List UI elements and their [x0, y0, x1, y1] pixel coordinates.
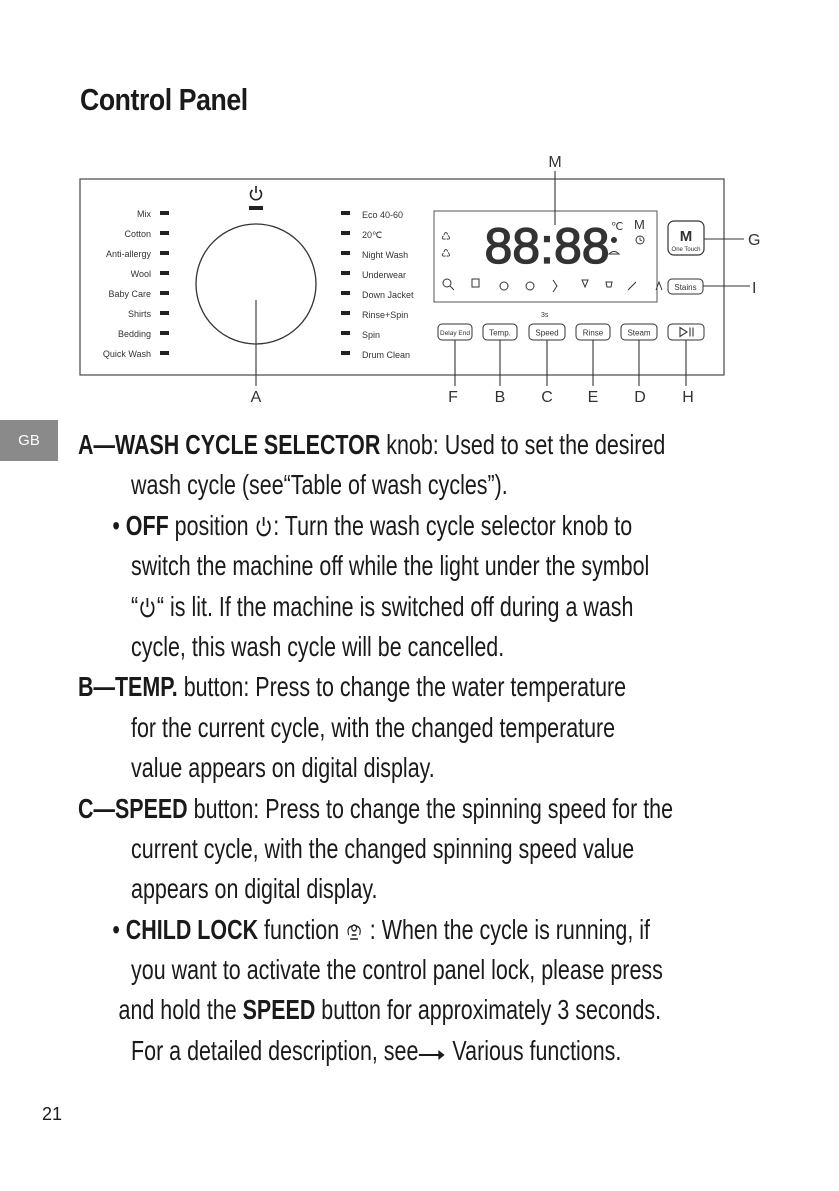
off-text-cont: : Turn the wash cycle selector knob to — [273, 509, 633, 541]
quote-open: “ — [131, 590, 139, 622]
program-indicator-left — [160, 311, 169, 315]
lock-indicator-icon: ♺ — [441, 248, 451, 260]
program-label-right: Drum Clean — [362, 350, 411, 360]
section-b-letter: B— — [78, 671, 115, 703]
section-c-text: button: Press to change the spinning speed for the — [187, 792, 674, 824]
section-a-name: WASH CYCLE SELECTOR — [114, 429, 381, 460]
program-label-left: Wool — [130, 269, 151, 279]
section-b-text: button: Press to change the water temperature — [177, 671, 627, 703]
child-lock-text-4a: For a detailed description, see — [131, 1034, 419, 1066]
child-lock-line-1: • CHILD LOCK function : When the cycle is running, if — [112, 913, 650, 945]
off-name: OFF — [125, 509, 169, 541]
program-indicator-left — [160, 231, 169, 235]
child-lock-name: CHILD LOCK — [125, 913, 259, 945]
program-indicator-right — [341, 311, 350, 315]
rinse-button-label: Rinse — [582, 328, 604, 338]
callout-i: I — [752, 280, 757, 297]
temp-unit-label: ℃ — [611, 221, 624, 233]
off-text: position — [168, 509, 255, 541]
temp-button-label: Temp. — [489, 328, 511, 338]
section-c-name: SPEED — [114, 792, 188, 824]
spin-icon — [526, 282, 534, 290]
control-panel-diagram — [0, 0, 839, 420]
callout-h: H — [682, 389, 694, 406]
program-label-left: Baby Care — [108, 289, 151, 299]
child-lock-text-3a: and hold the — [118, 994, 243, 1026]
program-indicator-right — [341, 351, 350, 355]
section-c-line-1 — [78, 789, 749, 829]
extra-rinse-icon — [628, 282, 636, 290]
power-icon — [255, 515, 274, 539]
section-a-text: knob: Used to set the desired — [380, 429, 666, 460]
program-label-left: Bedding — [117, 329, 151, 339]
section-c-line-3: appears on digital display. — [131, 873, 378, 905]
off-line-2: switch the machine off while the light under the symbol — [131, 550, 650, 582]
heat-icon — [553, 280, 557, 292]
program-indicator-left — [160, 291, 169, 295]
callout-b: B — [494, 389, 506, 406]
section-b-line-1 — [78, 667, 749, 707]
off-line-4: cycle, this wash cycle will be cancelled. — [131, 630, 505, 662]
child-lock-indicator-icon: ♺ — [441, 231, 451, 243]
callout-c: C — [541, 389, 553, 406]
program-label-right: Rinse+Spin — [362, 310, 409, 320]
page-title: Control Panel — [80, 82, 248, 117]
program-indicator-right — [341, 291, 350, 295]
program-indicator-left — [160, 251, 169, 255]
program-indicator-left — [160, 211, 169, 215]
power-indicator-light — [249, 206, 263, 210]
program-label-left: Anti-allergy — [105, 249, 151, 259]
delay-end-label: Delay End — [440, 330, 470, 337]
stains-button-label: Stains — [674, 283, 697, 292]
callout-e: E — [587, 389, 599, 406]
callout-a: A — [250, 389, 262, 406]
arrow-right-icon — [418, 1046, 446, 1064]
m-memory-icon: M — [634, 217, 645, 232]
program-indicator-left — [160, 271, 169, 275]
rinse-icon — [500, 282, 508, 290]
section-b-name: TEMP. — [114, 671, 178, 703]
program-label-right: Spin — [362, 330, 381, 340]
child-lock-line-4 — [78, 1031, 749, 1071]
section-a-line-1 — [78, 425, 749, 465]
right-program-list — [341, 210, 414, 360]
callout-f: F — [448, 389, 458, 406]
program-indicator-right — [341, 251, 350, 255]
child-lock-line-3 — [78, 990, 749, 1030]
steam-button-label: Steam — [627, 328, 651, 338]
timer-icon-hands — [640, 238, 642, 242]
program-label-right: Night Wash — [362, 250, 409, 260]
power-icon — [251, 186, 262, 200]
program-label-left: Cotton — [124, 229, 151, 239]
program-label-left: Quick Wash — [102, 349, 151, 359]
steam-icon — [582, 280, 588, 287]
display-digits: 88:88 — [484, 218, 610, 274]
program-indicator-right — [341, 211, 350, 215]
one-touch-m-icon: M — [679, 228, 693, 245]
program-label-right: 20℃ — [362, 230, 383, 240]
section-b-line-3: value appears on digital display. — [131, 752, 435, 784]
child-lock-text-4b: Various functions. — [446, 1034, 622, 1066]
child-lock-line-2: you want to activate the control panel lock, please press — [131, 954, 663, 986]
off-line-1: • OFF position : Turn the wash cycle selector knob to — [112, 509, 633, 541]
description-text — [78, 425, 749, 1071]
child-lock-text: function — [258, 913, 346, 945]
section-a-line-2: wash cycle (see“Table of wash cycles”). — [131, 469, 508, 501]
callout-d: D — [634, 389, 646, 406]
program-indicator-left — [160, 351, 169, 355]
spin-indicator-icon — [611, 237, 617, 243]
play-pause-icon — [680, 328, 693, 337]
prewash-icon — [443, 279, 451, 287]
page-number: 21 — [42, 1104, 63, 1124]
child-lock-icon — [345, 921, 364, 943]
section-c-line-2: current cycle, with the changed spinning speed value — [131, 832, 635, 864]
child-lock-text-3c: button for approximately 3 seconds. — [315, 994, 662, 1026]
off-text-line-3: “ is lit. If the machine is switched off during a wash — [156, 590, 634, 622]
program-label-right: Underwear — [362, 270, 407, 280]
status-icon-row — [443, 279, 662, 292]
section-b-line-2: for the current cycle, with the changed temperature — [131, 711, 616, 743]
section-a-letter: A— — [78, 429, 115, 460]
program-indicator-right — [341, 231, 350, 235]
program-indicator-left — [160, 331, 169, 335]
left-program-list — [103, 209, 169, 359]
speed-button-label: Speed — [535, 328, 559, 338]
child-lock-text-cont: : When the cycle is running, if — [363, 913, 650, 945]
callout-g: G — [748, 232, 761, 249]
program-label-right: Down Jacket — [362, 290, 414, 300]
child-lock-speed-word: SPEED — [242, 994, 316, 1026]
program-label-left: Shirts — [127, 309, 151, 319]
power-icon — [138, 596, 157, 620]
program-indicator-right — [341, 331, 350, 335]
speed-hold-hint: 3s — [541, 312, 549, 319]
door-lock-icon — [609, 252, 619, 255]
program-label-right: Eco 40-60 — [362, 210, 404, 220]
callout-m: M — [548, 154, 562, 171]
off-line-3 — [78, 587, 749, 627]
dry-icon — [606, 282, 612, 287]
language-tab: GB — [0, 420, 58, 461]
one-touch-label: One Touch — [671, 247, 701, 253]
section-c-letter: C— — [78, 792, 115, 824]
program-label-left: Mix — [137, 209, 151, 219]
program-indicator-right — [341, 271, 350, 275]
wash-icon — [472, 279, 479, 287]
